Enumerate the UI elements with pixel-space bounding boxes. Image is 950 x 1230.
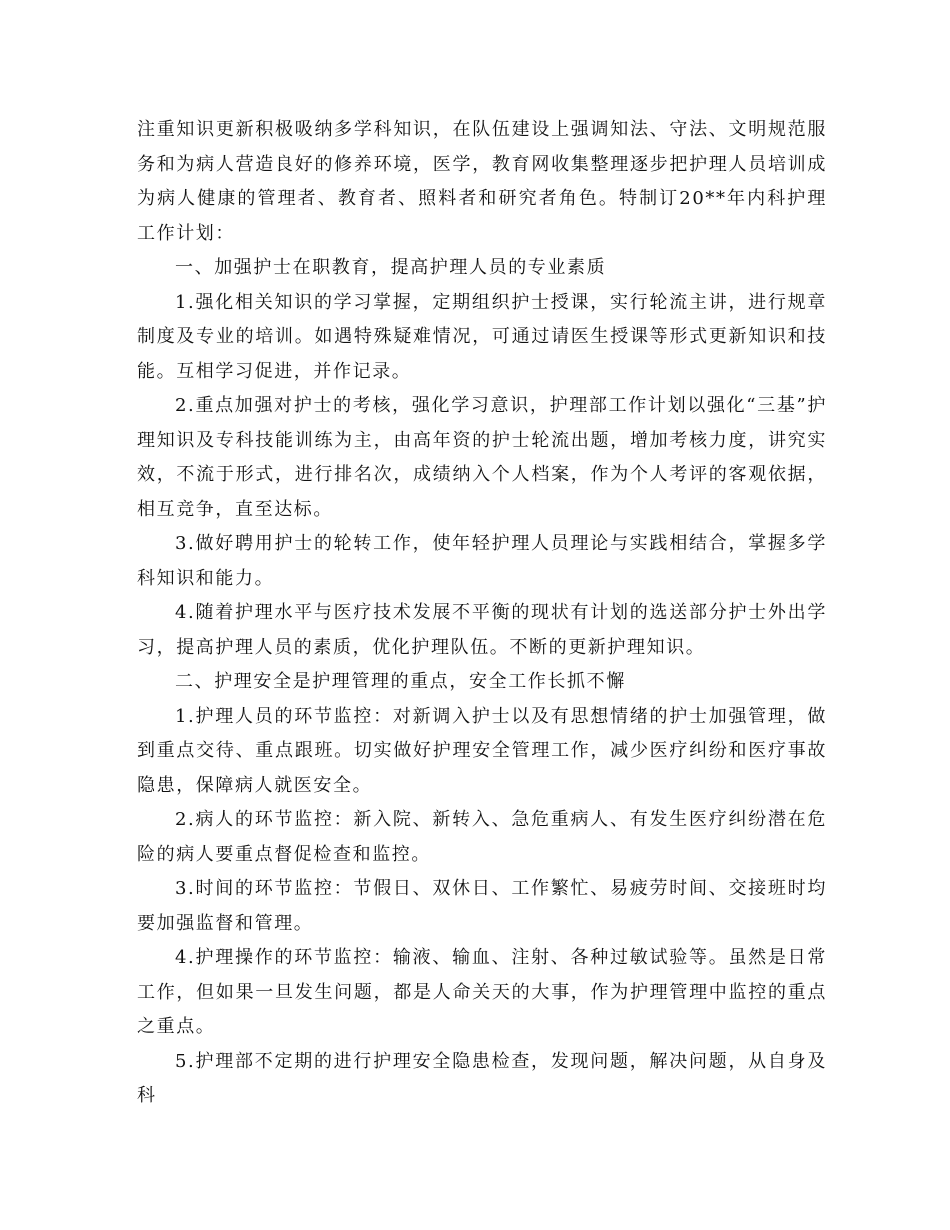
intro-paragraph: 注重知识更新积极吸纳多学科知识，在队伍建设上强调知法、守法、文明规范服务和为病人营造良好的修养环境，医学，教育网收集整理逐步把护理人员培训成为病人健康的管理者、教育者、照料者和研究者角色。特制订20**年内科护理工作计划： bbox=[137, 119, 827, 244]
section-1-item-4: 4.随着护理水平与医疗技术发展不平衡的现状有计划的选送部分护士外出学习，提高护理人员的素质，优化护理队伍。不断的更新护理知识。 bbox=[137, 602, 827, 658]
section-heading-2: 二、护理安全是护理管理的重点，安全工作长抓不懈 bbox=[175, 671, 626, 692]
section-1-item-1: 1.强化相关知识的学习掌握，定期组织护士授课，实行轮流主讲，进行规章制度及专业的培训。如遇特殊疑难情况，可通过请医生授课等形式更新知识和技能。互相学习促进，并作记录。 bbox=[137, 291, 827, 382]
section-1-item-3: 3.做好聘用护士的轮转工作，使年轻护理人员理论与实践相结合，掌握多学科知识和能力。 bbox=[137, 533, 827, 589]
section-2-item-2: 2.病人的环节监控：新入院、新转入、急危重病人、有发生医疗纠纷潜在危险的病人要重点督促检查和监控。 bbox=[137, 809, 827, 865]
document-body bbox=[137, 113, 827, 1114]
section-heading-1: 一、加强护士在职教育，提高护理人员的专业素质 bbox=[175, 257, 607, 278]
section-2-item-3: 3.时间的环节监控：节假日、双休日、工作繁忙、易疲劳时间、交接班时均要加强监督和管理。 bbox=[137, 878, 827, 934]
section-2-item-5: 5.护理部不定期的进行护理安全隐患检查，发现问题，解决问题，从自身及科 bbox=[137, 1050, 827, 1106]
section-2-item-1: 1.护理人员的环节监控：对新调入护士以及有思想情绪的护士加强管理，做到重点交待、重点跟班。切实做好护理安全管理工作，减少医疗纠纷和医疗事故隐患，保障病人就医安全。 bbox=[137, 705, 827, 796]
section-1-item-2: 2.重点加强对护士的考核，强化学习意识，护理部工作计划以强化“三基”护理知识及专科技能训练为主，由高年资的护士轮流出题，增加考核力度，讲究实效，不流于形式，进行排名次，成绩纳入个人档案，作为个人考评的客观依据，相互竞争，直至达标。 bbox=[137, 395, 827, 520]
section-2-item-4: 4.护理操作的环节监控：输液、输血、注射、各种过敏试验等。虽然是日常工作，但如果一旦发生问题，都是人命关天的大事，作为护理管理中监控的重点之重点。 bbox=[137, 947, 827, 1037]
